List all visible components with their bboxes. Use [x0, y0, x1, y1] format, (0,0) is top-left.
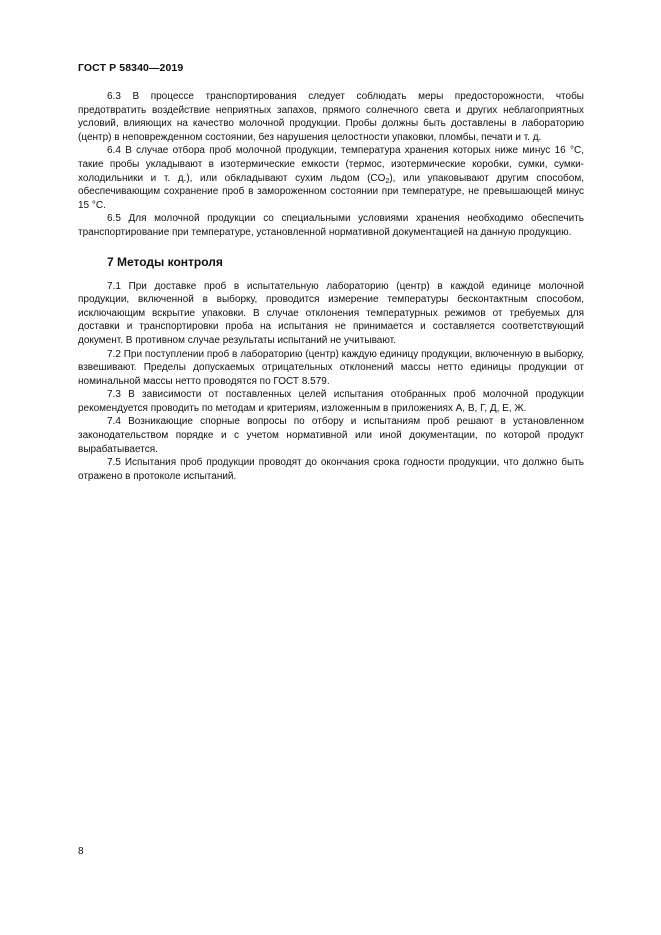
section-7-title: 7 Методы контроля	[107, 254, 223, 269]
co2-subscript: 2	[385, 177, 390, 185]
paragraph-6-4-text-start: 6.4 В случае отбора проб молочной продукции, температура хранения которых ниже минус 16 °C, такие пробы укладывают в изотермические емкости (термос, изотермические коробки, сумки, сумки-холодильники и т. д.), или обкладывают сухим льдом (CO	[78, 145, 584, 184]
paragraph-7-1: 7.1 При доставке проб в испытательную лабораторию (центр) в каждой единице молочной продукции, включенной в выборку, проводится измерение температуры бесконтактным способом, исключающим вскрытие упаковки. В случае отклонения температурных режимов от требуемых для доставки и транспортировки проба на испытания не принимается и составляется соответствующий документ. В противном случае результаты испытаний не учитывают.	[78, 280, 584, 346]
page-content	[78, 90, 584, 483]
paragraph-6-4-text-end: ), или упаковывают другим способом, обеспечивающим сохранение проб в замороженном состоянии при температуре, не превышающей минус 15 °C.	[78, 172, 584, 211]
paragraph-7-2: 7.2 При поступлении проб в лабораторию (центр) каждую единицу продукции, включенную в выборку, взвешивают. Пределы допускаемых отрицательных отклонений массы нетто единицы продукции от номинальной массы нетто проводятся по ГОСТ 8.579.	[78, 348, 584, 387]
paragraph-7-5: 7.5 Испытания проб продукции проводят до окончания срока годности продукции, что должно быть отражено в протоколе испытаний.	[78, 457, 584, 482]
paragraph-6-3: 6.3 В процессе транспортирования следует соблюдать меры предосторожности, чтобы предотвратить воздействие неприятных запахов, прямого солнечного света и других неблагоприятных условий, влияющих на качество молочной продукции. Пробы должны быть доставлены в лабораторию (центр) в неповрежденном состоянии, без нарушения целостности упаковки, пломбы, печати и т. д.	[78, 91, 584, 143]
paragraph-6-5: 6.5 Для молочной продукции со специальными условиями хранения необходимо обеспечить транспортирование при температуре, установленной нормативной документацией на данную продукцию.	[78, 213, 584, 238]
paragraph-7-4: 7.4 Возникающие спорные вопросы по отбору и испытаниям проб решают в установленном законодательством порядке и с учетом нормативной или иной документации, по которой продукт вырабатывается.	[78, 416, 584, 455]
standard-code-header: ГОСТ Р 58340—2019	[78, 62, 184, 74]
page-number: 8	[78, 846, 84, 857]
paragraph-7-3: 7.3 В зависимости от поставленных целей испытания отобранных проб молочной продукции рекомендуется проводить по методам и критериям, изложенным в приложениях А, В, Г, Д, Е, Ж.	[78, 389, 584, 414]
paragraph-6-4	[78, 144, 584, 212]
